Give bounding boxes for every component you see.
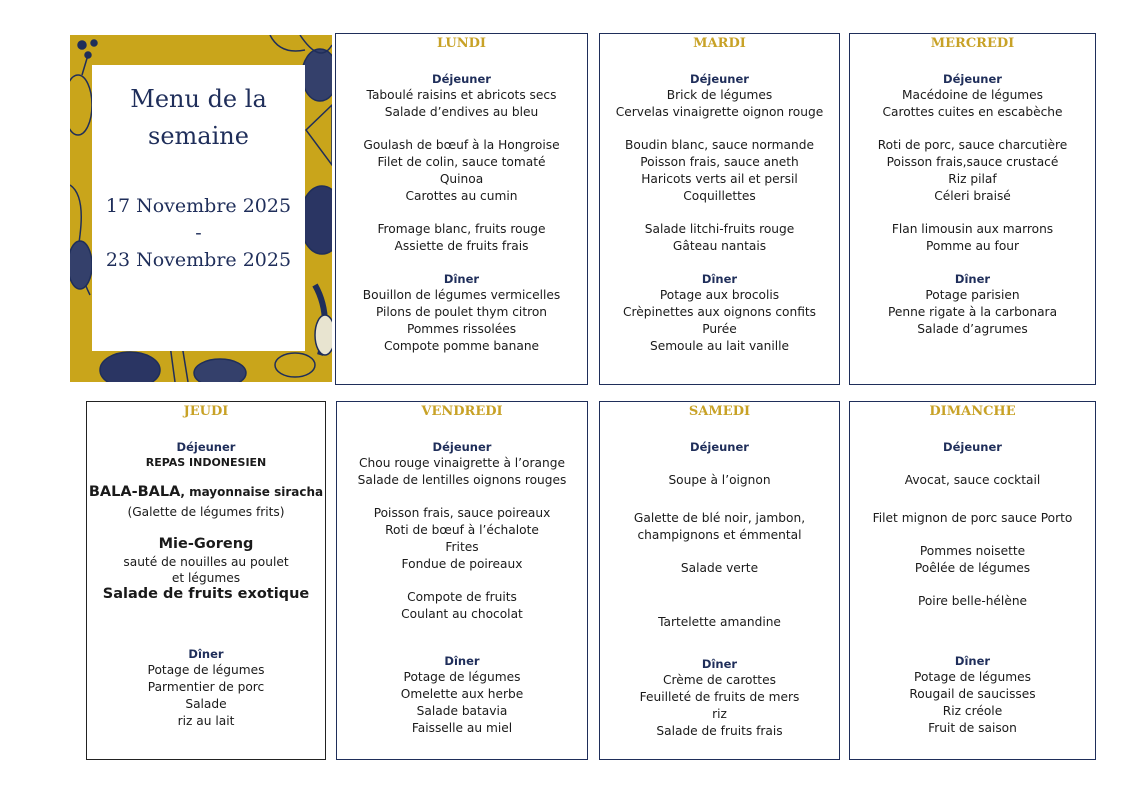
menu-item: riz au lait (177, 714, 235, 728)
menu-item: Assiette de fruits frais (394, 239, 529, 253)
menu-item: Carottes cuites en escabèche (882, 105, 1063, 119)
menu-item: Fondue de poireaux (401, 557, 523, 571)
menu-item: Pilons de poulet thym citron (375, 305, 548, 319)
menu-item: Penne rigate à la carbonara (887, 305, 1058, 319)
menu-item: Chou rouge vinaigrette à l’orange (359, 456, 565, 470)
menu-item: Salade d’endives au bleu (384, 105, 539, 119)
menu-item-main: Filet mignon de porc sauce Porto (872, 511, 1073, 525)
menu-item-starter: Soupe à l’oignon (668, 473, 771, 487)
menu-item: Feuilleté de fruits de mers (639, 690, 800, 704)
menu-item-side-2: Poêlée de légumes (914, 561, 1031, 575)
day-title: VENDREDI (421, 404, 503, 419)
lunch-label: Déjeuner (432, 440, 492, 454)
menu-item: Bouillon de légumes vermicelles (362, 288, 561, 302)
day-card-jeudi (86, 401, 326, 760)
lunch-label: Déjeuner (690, 440, 749, 454)
menu-item: Compote de fruits (407, 590, 517, 604)
menu-title-line2: semaine (148, 122, 249, 150)
menu-item: Compote pomme banane (383, 339, 540, 353)
menu-item: Pommes rissolées (406, 322, 517, 336)
dish-2-description-2: et légumes (171, 571, 241, 585)
menu-item: Poisson frais, sauce poireaux (373, 506, 551, 520)
menu-item: Salade litchi-fruits rouge (644, 222, 795, 236)
menu-title-line1: Menu de la (130, 85, 267, 113)
day-card-dimanche (849, 401, 1096, 760)
dinner-label: Dîner (444, 654, 480, 668)
menu-item: Poisson frais, sauce aneth (640, 155, 799, 169)
day-card-mardi (599, 33, 840, 385)
dinner-label: Dîner (701, 272, 738, 286)
menu-item: Pomme au four (925, 239, 1020, 253)
dish-2-name: Mie-Goreng (158, 536, 254, 552)
menu-item: Taboulé raisins et abricots secs (366, 88, 557, 102)
menu-title (92, 81, 305, 155)
dish-1-suffix: , mayonnaise siracha (180, 485, 324, 499)
menu-item: Salade (185, 697, 227, 711)
day-title: MERCREDI (930, 36, 1015, 51)
day-title: MARDI (693, 36, 746, 51)
menu-item-dessert: Poire belle-hélène (917, 594, 1028, 608)
menu-item: Fruit de saison (928, 721, 1017, 735)
menu-item: Riz pilaf (948, 172, 997, 186)
menu-item: Brick de légumes (666, 88, 773, 102)
dish-1 (87, 483, 325, 502)
menu-item: Filet de colin, sauce tomaté (377, 155, 546, 169)
menu-item: Crème de carottes (663, 673, 776, 687)
cover-card (92, 65, 305, 351)
date-start: 17 Novembre 2025 (105, 195, 292, 217)
menu-item: Coquillettes (683, 189, 756, 203)
dessert: Salade de fruits exotique (102, 586, 310, 602)
menu-item: Boudin blanc, sauce normande (625, 138, 814, 152)
menu-item: Salade de lentilles oignons rouges (357, 473, 567, 487)
menu-item: Cervelas vinaigrette oignon rouge (615, 105, 824, 119)
menu-item: Poisson frais,sauce crustacé (886, 155, 1059, 169)
day-title: JEUDI (183, 404, 229, 419)
menu-item: Goulash de bœuf à la Hongroise (363, 138, 560, 152)
menu-item-side: Pommes noisette (919, 544, 1026, 558)
menu-item: Rougail de saucisses (909, 687, 1036, 701)
day-title: SAMEDI (688, 404, 751, 419)
menu-item: Parmentier de porc (147, 680, 265, 694)
menu-item: Fromage blanc, fruits rouge (377, 222, 546, 236)
day-card-mercredi (849, 33, 1096, 385)
lunch-label: Déjeuner (690, 72, 749, 86)
menu-item: Gâteau nantais (672, 239, 767, 253)
menu-item: Faisselle au miel (411, 721, 513, 735)
date-end: 23 Novembre 2025 (105, 249, 292, 271)
menu-item: Coulant au chocolat (401, 607, 523, 621)
dinner-label: Dîner (188, 647, 224, 661)
menu-item-main-2: champignons et émmental (637, 528, 802, 542)
menu-item: Roti de porc, sauce charcutière (877, 138, 1068, 152)
dish-1-description: (Galette de légumes frits) (127, 505, 285, 519)
menu-item: Céleri braisé (934, 189, 1011, 203)
lunch-label: Déjeuner (943, 440, 1002, 454)
menu-item: Quinoa (439, 172, 484, 186)
menu-item-starter: Avocat, sauce cocktail (904, 473, 1041, 487)
cover-panel (70, 35, 332, 382)
day-card-samedi (599, 401, 840, 760)
menu-item: Flan limousin aux marrons (891, 222, 1054, 236)
menu-item: Salade d’agrumes (917, 322, 1028, 336)
lunch-label: Déjeuner (176, 440, 236, 454)
dish-1-name: BALA-BALA (88, 484, 181, 500)
menu-item: Frites (445, 540, 479, 554)
week-dates (92, 193, 305, 274)
menu-item: Purée (702, 322, 737, 336)
theme-label: REPAS INDONESIEN (145, 456, 267, 469)
menu-item: Potage de légumes (403, 670, 521, 684)
menu-item: Haricots verts ail et persil (641, 172, 798, 186)
menu-item-main: Galette de blé noir, jambon, (633, 511, 806, 525)
menu-item: Crèpinettes aux oignons confits (622, 305, 817, 319)
menu-item: Macédoine de légumes (901, 88, 1044, 102)
date-separator: - (195, 222, 202, 244)
dinner-label: Dîner (954, 272, 991, 286)
lunch-label: Déjeuner (432, 72, 491, 86)
menu-item: Potage aux brocolis (659, 288, 780, 302)
menu-item: Potage parisien (925, 288, 1020, 302)
menu-item-dessert: Tartelette amandine (658, 615, 781, 629)
menu-item: Semoule au lait vanille (649, 339, 790, 353)
dinner-label: Dîner (443, 272, 480, 286)
menu-item: Salade batavia (416, 704, 508, 718)
dish-2-description: sauté de nouilles au poulet (123, 555, 289, 569)
menu-item: Carottes au cumin (405, 189, 518, 203)
day-card-vendredi (336, 401, 588, 760)
menu-item: Omelette aux herbe (400, 687, 524, 701)
menu-item: Potage de légumes (914, 670, 1031, 684)
menu-item: riz (712, 707, 727, 721)
dinner-label: Dîner (954, 654, 991, 668)
menu-item: Roti de bœuf à l’échalote (385, 523, 539, 537)
day-title: DIMANCHE (929, 404, 1016, 419)
menu-item: Salade de fruits frais (656, 724, 783, 738)
dinner-label: Dîner (701, 657, 738, 671)
menu-item-side: Salade verte (680, 561, 759, 575)
day-title: LUNDI (436, 36, 486, 51)
day-card-lundi (335, 33, 588, 385)
lunch-label: Déjeuner (943, 72, 1002, 86)
menu-item: Riz créole (942, 704, 1003, 718)
menu-item: Potage de légumes (147, 663, 265, 677)
